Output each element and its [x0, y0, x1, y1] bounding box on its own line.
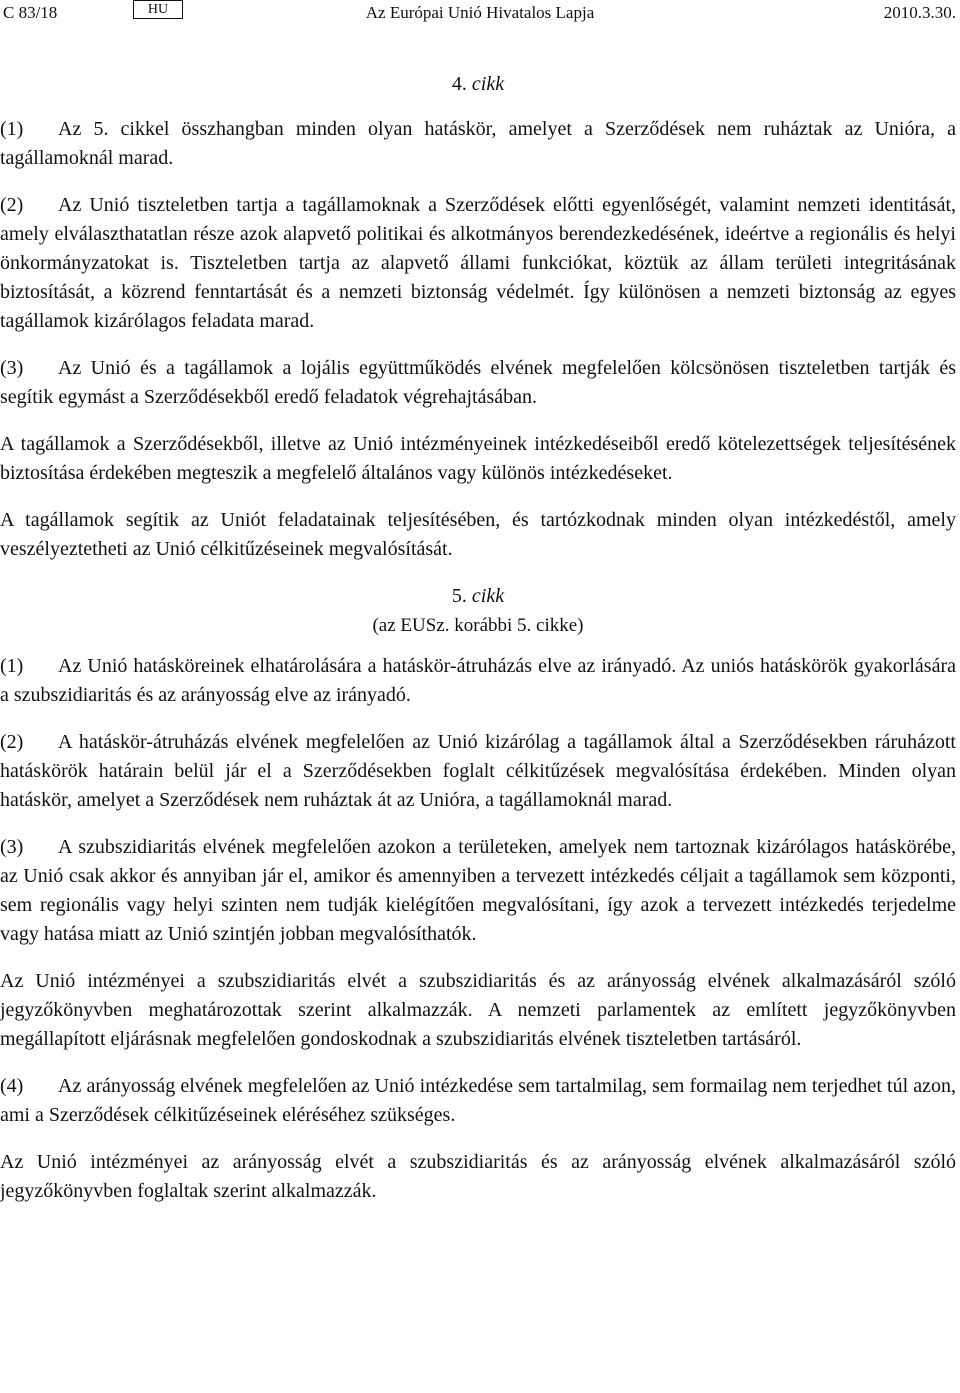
article-4-title: 4. cikk [451, 73, 505, 95]
article-4-paragraph-2: (2) Az Unió tiszteletben tartja a tagállamoknak a Szerződések előtti egyenlőségét, valamint nemzeti identitását, amely elválaszthatatlan része azok alapvető politikai és alkotmányos berendezkedésének, ideértve a regionális és helyi önkormányzatokat is. Tiszteletben tartja az alapvető állami funkciókat, köztük az állam területi integritásának biztosítását, a közrend fenntartását és a nemzeti biztonság védelmét. Így különösen a nemzeti biztonság az egyes tagállamok kizárólagos feladata marad. [0, 194, 956, 332]
journal-title: Az Európai Unió Hivatalos Lapja [365, 3, 595, 22]
article-5-paragraph-1: (1) Az Unió hatásköreinek elhatárolására a hatáskör-átruházás elve az irányadó. Az uniós hatáskörök gyakorlására a szubszidiaritás és az arányosság elve az irányadó. [0, 655, 956, 706]
article-4-paragraph-3: (3) Az Unió és a tagállamok a lojális együttműködés elvének megfelelően kölcsönösen tiszteletben tartják és segítik egymást a Szerződésekből eredő feladatok végrehajtásában. [0, 357, 956, 408]
article-5-paragraph-4b: Az Unió intézményei az arányosság elvét a szubszidiaritás és az arányosság elvének alkalmazásáról szóló jegyzőkönyvben foglaltak szerint alkalmazzák. [0, 1151, 956, 1202]
article-4-paragraph-1: (1) Az 5. cikkel összhangban minden olyan hatáskör, amelyet a Szerződések nem ruháztak az Unióra, a tagállamoknál marad. [0, 118, 956, 169]
page-header [0, 0, 960, 28]
article-5-title: 5. cikk [451, 585, 505, 607]
language-box: HU [133, 0, 183, 19]
document-body [0, 70, 956, 1224]
article-5-paragraph-4: (4) Az arányosság elvének megfelelően az Unió intézkedése sem tartalmilag, sem formailag nem terjedhet túl azon, ami a Szerződések célkitűzéseinek eléréséhez szükséges. [0, 1075, 956, 1126]
publication-date: 2010.3.30. [883, 3, 956, 22]
article-4-paragraph-3b: A tagállamok a Szerződésekből, illetve az Unió intézményeinek intézkedéseiből eredő kötelezettségek teljesítésének biztosítása érdekében megteszik a megfelelő általános vagy különös intézkedéseket. [0, 433, 956, 484]
article-5-paragraph-3: (3) A szubszidiaritás elvének megfelelően azokon a területeken, amelyek nem tartoznak kizárólagos hatáskörébe, az Unió csak akkor és annyiban jár el, amikor és amennyiben a tervezett intézkedés céljait a tagállamok sem központi, sem regionális vagy helyi szinten nem tudják kielégítően megvalósítani, így azok a tervezett intézkedés terjedelme vagy hatása miatt az Unió szintjén jobban megvalósíthatók. [0, 836, 956, 945]
article-4-paragraph-3c: A tagállamok segítik az Uniót feladatainak teljesítésében, és tartózkodnak minden olyan intézkedéstől, amely veszélyeztetheti az Unió célkitűzéseinek megvalósítását. [0, 509, 956, 560]
article-5-paragraph-2: (2) A hatáskör-átruházás elvének megfelelően az Unió kizárólag a tagállamok által a Szerződésekben ráruházott hatáskörök határain belül jár el a Szerződésekben foglalt célkitűzések megvalósítása érdekében. Minden olyan hatáskör, amelyet a Szerződések nem ruháztak át az Unióra, a tagállamoknál marad. [0, 731, 956, 811]
article-5-paragraph-3b: Az Unió intézményei a szubszidiaritás elvét a szubszidiaritás és az arányosság elvének alkalmazásáról szóló jegyzőkönyvben meghatározottak szerint alkalmazzák. A nemzeti parlamentek az említett jegyzőkönyvben megállapított eljárásnak megfelelően gondoskodnak a szubszidiaritás elvének tiszteletben tartásáról. [0, 970, 956, 1050]
article-5-subtitle: (az EUSz. korábbi 5. cikke) [372, 615, 584, 636]
page-reference: C 83/18 [3, 3, 58, 22]
